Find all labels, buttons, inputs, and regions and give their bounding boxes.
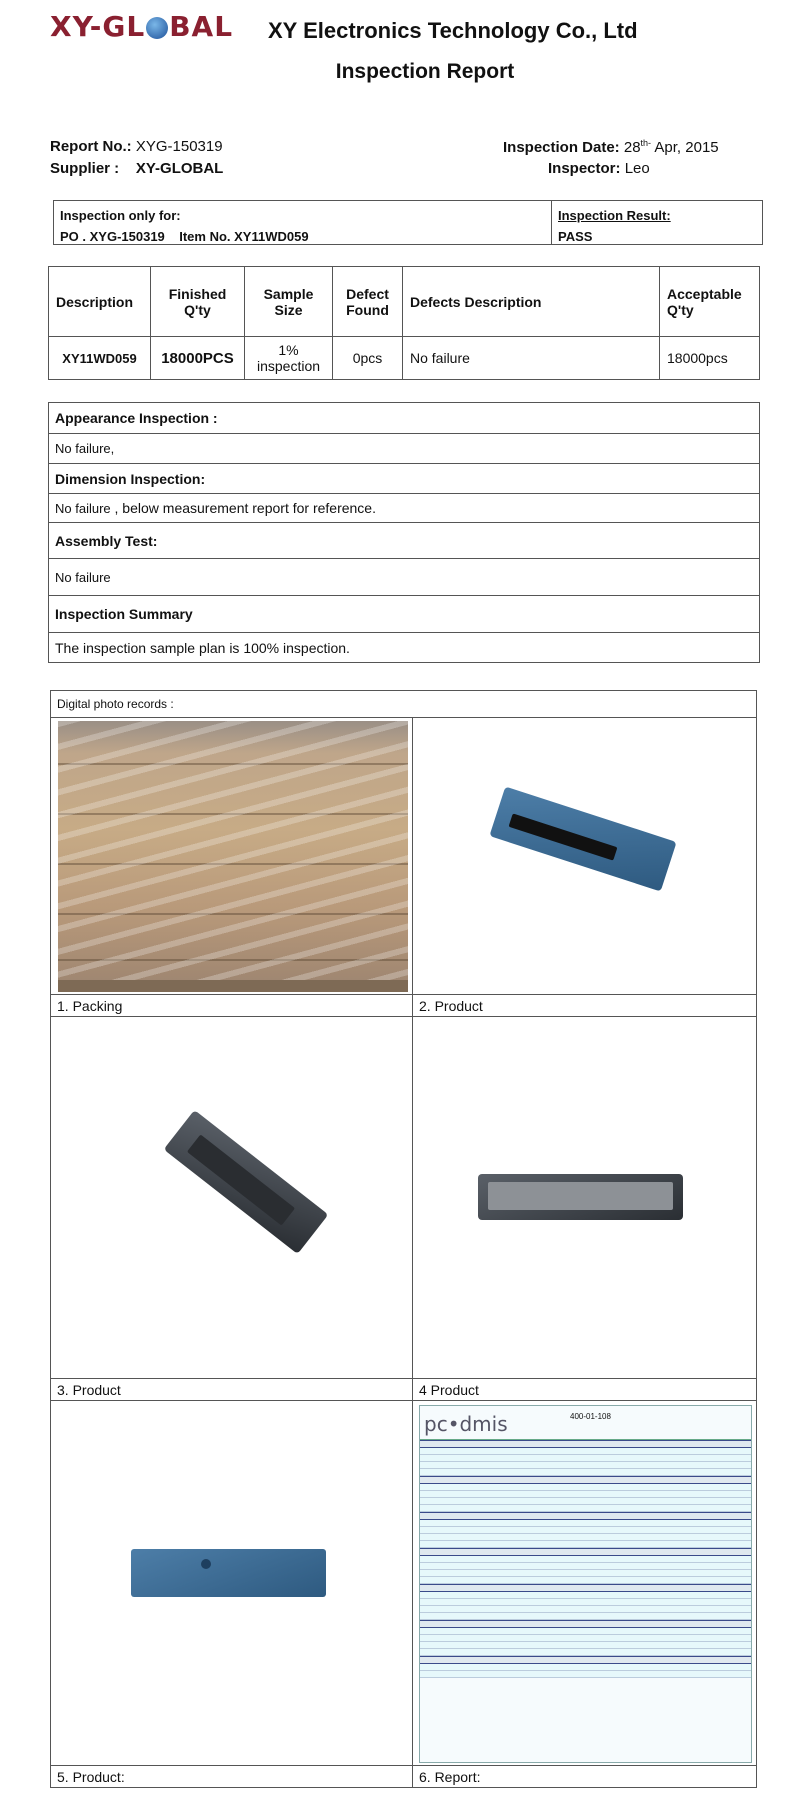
report-doc-id: 400-01-108 xyxy=(570,1412,611,1421)
caption-2: 2. Product xyxy=(413,995,757,1017)
measurement-report-image xyxy=(419,1405,752,1763)
product-image xyxy=(131,1549,326,1597)
caption-5: 5. Product: xyxy=(51,1766,413,1788)
dimension-heading: Dimension Inspection: xyxy=(49,464,760,494)
summary-body: The inspection sample plan is 100% inspection. xyxy=(49,633,760,663)
row-defect-found: 0pcs xyxy=(333,337,403,380)
photo-product-4 xyxy=(413,1017,757,1379)
assembly-heading: Assembly Test: xyxy=(49,523,760,559)
caption-4: 4 Product xyxy=(413,1379,757,1401)
inspection-sections xyxy=(48,402,760,663)
inspection-for-label: Inspection only for: xyxy=(60,208,181,223)
header-finished-qty: Finished Q'ty xyxy=(151,267,245,337)
appearance-heading: Appearance Inspection : xyxy=(49,403,760,434)
photo-packing xyxy=(51,718,413,995)
row-sample-size: 1% inspection xyxy=(245,337,333,380)
report-no: Report No.: XYG-150319 xyxy=(50,138,223,155)
summary-heading: Inspection Summary xyxy=(49,596,760,633)
dimension-body: No failure , below measurement report for reference. xyxy=(49,494,760,523)
inspection-for-box xyxy=(53,200,763,245)
inspector: Inspector: Leo xyxy=(548,160,650,177)
company-name: XY Electronics Technology Co., Ltd xyxy=(268,18,638,43)
appearance-body: No failure, xyxy=(49,434,760,464)
pallet-image xyxy=(58,721,408,992)
row-defects-description: No failure xyxy=(403,337,660,380)
photo-records xyxy=(50,690,757,1788)
caption-3: 3. Product xyxy=(51,1379,413,1401)
po-item: PO . XYG-150319 Item No. XY11WD059 xyxy=(60,229,309,244)
photo-product-5 xyxy=(51,1401,413,1766)
globe-icon xyxy=(146,17,168,39)
row-finished-qty: 18000PCS xyxy=(151,337,245,380)
photo-product-1 xyxy=(413,718,757,995)
row-acceptable-qty: 18000pcs xyxy=(660,337,760,380)
caption-1: 1. Packing xyxy=(51,995,413,1017)
supplier: Supplier : XY-GLOBAL xyxy=(50,160,224,177)
header-defects-description: Defects Description xyxy=(403,267,660,337)
caption-6: 6. Report: xyxy=(413,1766,757,1788)
page-title: Inspection Report xyxy=(335,60,515,83)
pcdmis-logo: pc•dmis xyxy=(424,1412,508,1436)
header-description: Description xyxy=(49,267,151,337)
summary-table xyxy=(48,266,760,380)
header-defect-found: Defect Found xyxy=(333,267,403,337)
header-sample-size: Sample Size xyxy=(245,267,333,337)
photo-records-header: Digital photo records : xyxy=(51,691,757,718)
result-label: Inspection Result: xyxy=(558,208,671,223)
inspection-date: Inspection Date: $28^{th-}$ Apr, 2015 xyxy=(503,138,719,156)
assembly-body: No failure xyxy=(49,559,760,596)
result-value: PASS xyxy=(558,229,593,244)
company-logo: XY-GL BAL xyxy=(50,10,234,43)
row-description: XY11WD059 xyxy=(49,337,151,380)
photo-report xyxy=(413,1401,757,1766)
photo-product-3 xyxy=(51,1017,413,1379)
header-acceptable-qty: Acceptable Q'ty xyxy=(660,267,760,337)
